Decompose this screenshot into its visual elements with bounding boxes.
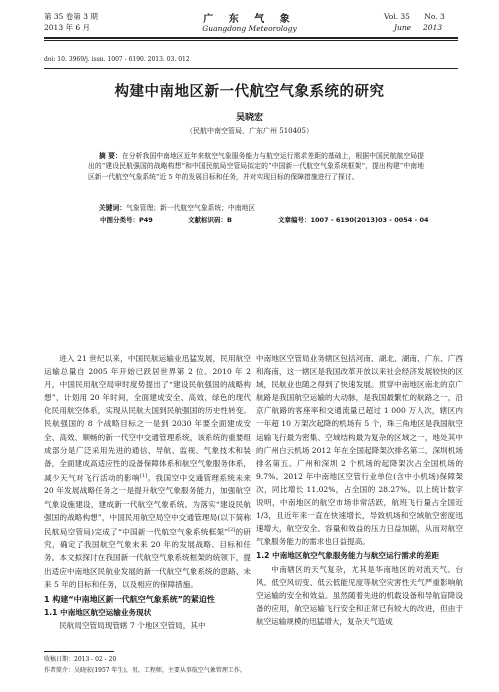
abstract (88, 151, 424, 182)
doi-rule (44, 68, 458, 69)
abstract-label: 摘 要： (98, 152, 122, 160)
paragraph-1-1: 民航局空管局现管辖 7 个地区空管局，其中 (59, 620, 206, 630)
affiliation: （民航中南空管局，广东广州 510405） (186, 127, 313, 135)
keywords (88, 203, 435, 213)
paragraph-1-1-continued: 中南地区空管局业务辖区包括河南、湖北、湖南、广东、广西和海南，这一辖区是我国改革开放以来社会经济发展较快的区域，民航业也随之得到了快速发展。贯穿中南地区南北的京广航路是我国航空运输的大动脉，是我国最繁忙的航路之一，沿京广航路的客座率和交通流量已超过 1 000 万人次，辖区内一年超 10 万架次起降的机场有 5 个，珠三角地区是我国航空运输飞行最为密集、空域结构最为复杂的区域之一，地处其中的广州白云机场 2012 年在全国起降架次排名第二，深圳机场排名第五。广州和深圳 2 个机场的起降架次占全国机场的 9.7%。2012 年中南地区空管行业单位(含中小机场)保障架次，同比增长 11.02%，占全国的 28.27%。以上统计数字说明，中南地区的航空市场非常活跃，航班飞行量占全国近 1/3，且近年来一直在快速增长，导致机场和空域航空密度迅速增大，航空安全、容量和效益的压力日益加剧，从而对航空气象服务能力的需求也日益提高。 (256, 354, 463, 547)
journal-title-cn: 广 东 气 象 (203, 14, 296, 25)
section-1-heading: 1 构建“中南地区新一代航空气象系统”的紧迫性 (44, 594, 215, 604)
date-en: June 2013 (394, 23, 443, 32)
journal-title-en: Guangdong Meteorology (202, 24, 297, 33)
volume-issue-en: Vol. 35 No. 3 (384, 12, 445, 21)
paragraph-1-2: 中南辖区的天气复杂，尤其是华南地区的对流天气、台风、低空风切变、低云低能见度等航空灾害性天气严重影响航空运输的安全和效益。虽然随着先进的机载设备和导航盲降设备的应用，航空运输飞行安全和正常已有较大的改进，但由于航空运输规模的迅猛增大，复杂天气造成 (256, 564, 463, 626)
document-code: 文献标识码：B (188, 216, 232, 224)
article-title: 构建中南地区新一代航空气象系统的研究 (114, 84, 385, 100)
header-rule-thin (44, 40, 458, 41)
citation-1: [1] (139, 472, 148, 479)
header-rule (44, 37, 458, 39)
author-bio: 作者简介：吴晓宏(1957 年生)，男，工程师，主要从事航空气象管理工作。 (44, 667, 246, 674)
citation-2: [2] (228, 526, 236, 533)
keywords-label: 关键词： (98, 204, 127, 212)
classification-number: 中图分类号：P49 (100, 216, 153, 224)
keywords-text: 气象管理；新一代航空气象系统；中南地区 (126, 204, 256, 212)
subsection-1-2-heading: 1.2 中南地区航空气象服务能力与航空运行需求的差距 (256, 551, 440, 561)
received-date: 收稿日期：2013 - 02 - 20 (44, 656, 117, 663)
body-left-column (44, 352, 251, 632)
footnote-rule (44, 651, 114, 652)
date-cn: 2013 年 6 月 (44, 23, 91, 32)
body-right-column (256, 352, 463, 628)
article-number: 文章编号：1007 - 6190(2013)03 - 0054 - 04 (278, 216, 429, 224)
abstract-text: 在分析我国中南地区近年来航空气象服务能力与航空运行需求差距的基础上，根据中国民航航空局提出的“建设民航强国的战略构想”和中国民航局空管局拟定的“中国新一代航空气象系统框架”，提出构建“中南地区新一代航空气象系统”近 5 年的发展目标和任务，并对实现目标的保障措施进行了探讨。 (88, 152, 424, 181)
intro-paragraph: 进入 21 世纪以来，中国民航运输业迅猛发展，民用航空运输总量自 2005 年开始已跃居世界第 2 位。2010 年 2 月，中国民用航空局审时度势提出了“建设民航强国的战略构想”，计划用 20 年时间，全面建成安全、高效、绿色的现代化民用航空体系，实现从民航大国到民航强国的历史性转变。民航强国的 8 个战略目标之一是到 2030 年要全面建成安全、高效、顺畅的新一代空中交通管理系统，该系统的重要组成部分是广泛采用先进的通信、导航、监视、气象技术和装备，全面建成高适应性的设备保障体系和航空气象服务体系，减少天气对飞行活动的影响[1]。我国空中交通管理系统未来 20 年发展战略任务之一是提升航空气象服务能力，加强航空气象设施建设，建成新一代航空气象系统。为落实“建设民航强国的战略构想”，中国民用航空局空中交通管理局(以下简称民航局空管局)完成了“中国新一代航空气象系统框架”[2]的研究，确定了我国航空气象未来 20 年的发展战略、目标和任务。本文拟探讨在我国新一代航空气象系统框架的统领下，提出适应中南地区民航业发展的新一代航空气象系统的思路、未来 5 年的目标和任务，以及相应的保障措施。 (44, 354, 252, 589)
subsection-1-1-heading: 1.1 中南地区航空运输业务现状 (44, 607, 152, 617)
author: 吴晓宏 (235, 113, 263, 123)
doi: doi: 10. 3969/j. issn. 1007 - 6190. 2013. 03. 012 (44, 56, 190, 63)
volume-issue-cn: 第 35 卷第 3 期 (44, 12, 98, 21)
